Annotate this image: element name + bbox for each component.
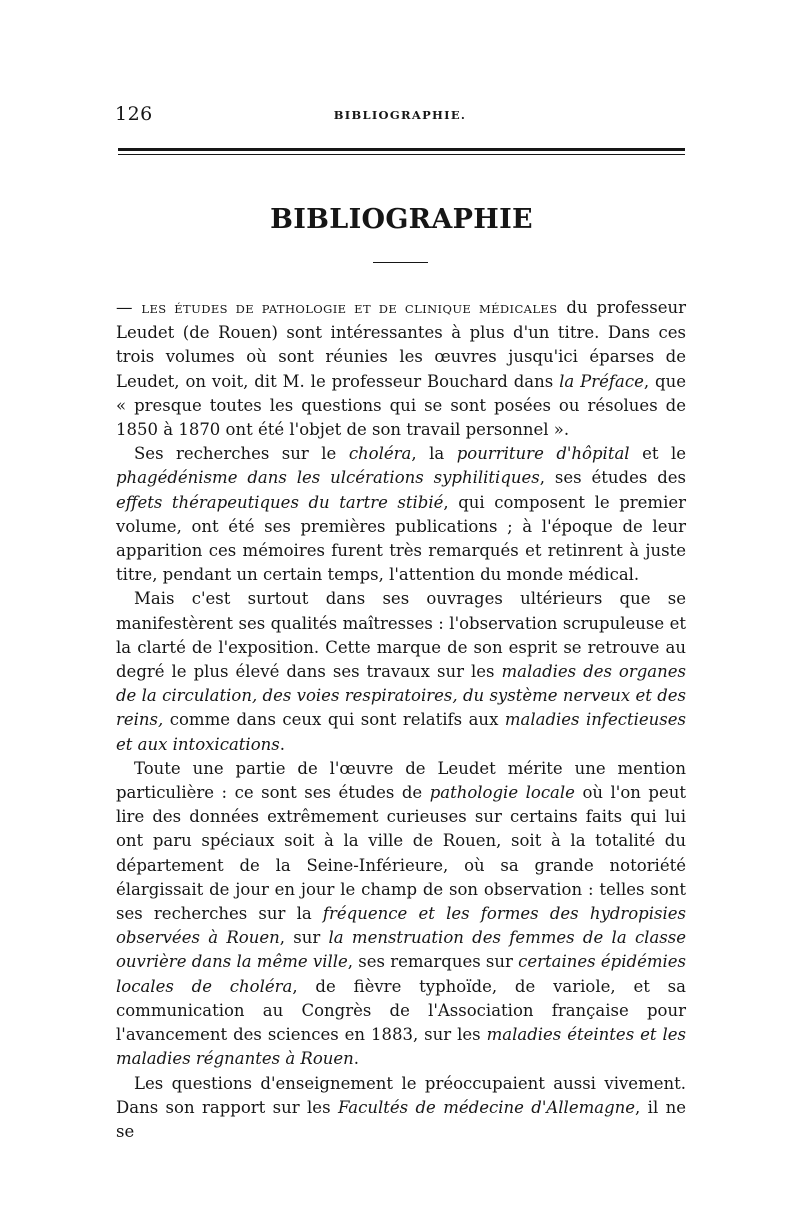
italic-title: maladies éteintes et les maladies régnantes à Rouen	[116, 1025, 686, 1069]
text-run: Ses recherches sur le	[134, 444, 349, 464]
running-head	[115, 103, 685, 129]
italic-title: effets thérapeutiques du tartre stibié	[116, 492, 444, 512]
title-divider	[373, 262, 428, 263]
text-run: du professeur Leudet (de Rouen) sont intéressantes à plus d'un titre. Dans ces trois volumes où sont réunies les œuvres jusqu'ici éparses de Leudet, on voit, dit M. le professeur Bouchard dans	[116, 298, 686, 391]
italic-title: certaines épidémies locales de choléra	[116, 952, 686, 996]
running-title: BIBLIOGRAPHIE.	[333, 108, 467, 122]
italic-title: pourriture d'hôpital	[456, 444, 630, 464]
italic-title: la Préface	[559, 371, 644, 391]
text-run: , il ne se	[116, 1097, 686, 1141]
italic-title: phagédénisme dans les ulcérations syphilitiques	[116, 468, 540, 488]
italic-title: choléra	[348, 444, 412, 464]
page-number: 126	[115, 103, 153, 125]
text-run: , qui composent le premier volume, ont été ses premières publications ; à l'époque de leur apparition ces mémoires furent très remarqués et retinrent à juste titre, pendant un certain temps, l'attention du monde médical.	[116, 492, 686, 585]
paragraph	[116, 442, 686, 587]
text-run: —	[116, 298, 142, 317]
header-rule-thin	[118, 154, 685, 155]
italic-title: pathologie locale	[429, 783, 575, 803]
italic-title: fréquence et les formes des hydropisies observées à Rouen	[116, 904, 686, 948]
smallcaps-heading: LES ÉTUDES DE PATHOLOGIE ET DE CLINIQUE MÉDICALES	[141, 302, 558, 316]
section-title: BIBLIOGRAPHIE	[270, 204, 533, 235]
text-run: , ses études des	[539, 468, 687, 488]
text-run: Les questions d'enseignement le préoccupaient aussi vivement. Dans son rapport sur les	[116, 1073, 686, 1117]
text-run: , de fièvre typhoïde, de variole, et sa communication au Congrès de l'Association française pour l'avancement des sciences en 1883, sur les	[116, 976, 686, 1045]
text-run: , ses remarques sur	[347, 952, 519, 972]
italic-title: maladies des organes de la circulation, des voies respiratoires, du système nerveux et des reins,	[116, 662, 686, 730]
text-run: , la	[411, 444, 457, 464]
text-run: où l'on peut lire des données extrêmement curieuses sur certains faits qui lui ont paru spéciaux soit à la ville de Rouen, soit à la totalité du département de la Seine-Inférieure, où sa grande notoriété élargissait de jour en jour le champ de son observation : telles sont ses recherches sur la	[116, 783, 686, 924]
italic-title: la menstruation des femmes de la classe ouvrière dans la même ville	[116, 928, 686, 972]
italic-title: Facultés de médecine d'Allemagne	[337, 1097, 636, 1117]
text-run: , que « presque toutes les questions qui se sont posées ou résolues de 1850 à 1870 ont été l'objet de son travail personnel ».	[116, 371, 686, 440]
header-rule-thick	[118, 148, 685, 151]
text-run: et le	[629, 444, 687, 464]
paragraph	[116, 587, 686, 756]
text-run: comme dans ceux qui sont relatifs aux	[163, 710, 505, 730]
text-run: Toute une partie de l'œuvre de Leudet mérite une mention particulière : ce sont ses études de	[116, 758, 686, 803]
text-run: Mais c'est surtout dans ses ouvrages ultérieurs que se manifestèrent ses qualités maîtresses : l'observation scrupuleuse et la clarté de l'exposition. Cette marque de son esprit se retrouve au degré le plus élevé dans ses travaux sur les	[116, 589, 686, 682]
paragraph	[116, 1072, 686, 1145]
text-run: .	[279, 734, 285, 754]
paragraph	[116, 757, 686, 1072]
body-text	[116, 296, 686, 1144]
italic-title: maladies infectieuses et aux intoxications	[116, 710, 686, 754]
paragraph	[116, 296, 686, 442]
text-run: , sur	[279, 928, 329, 948]
text-run: .	[353, 1049, 360, 1069]
